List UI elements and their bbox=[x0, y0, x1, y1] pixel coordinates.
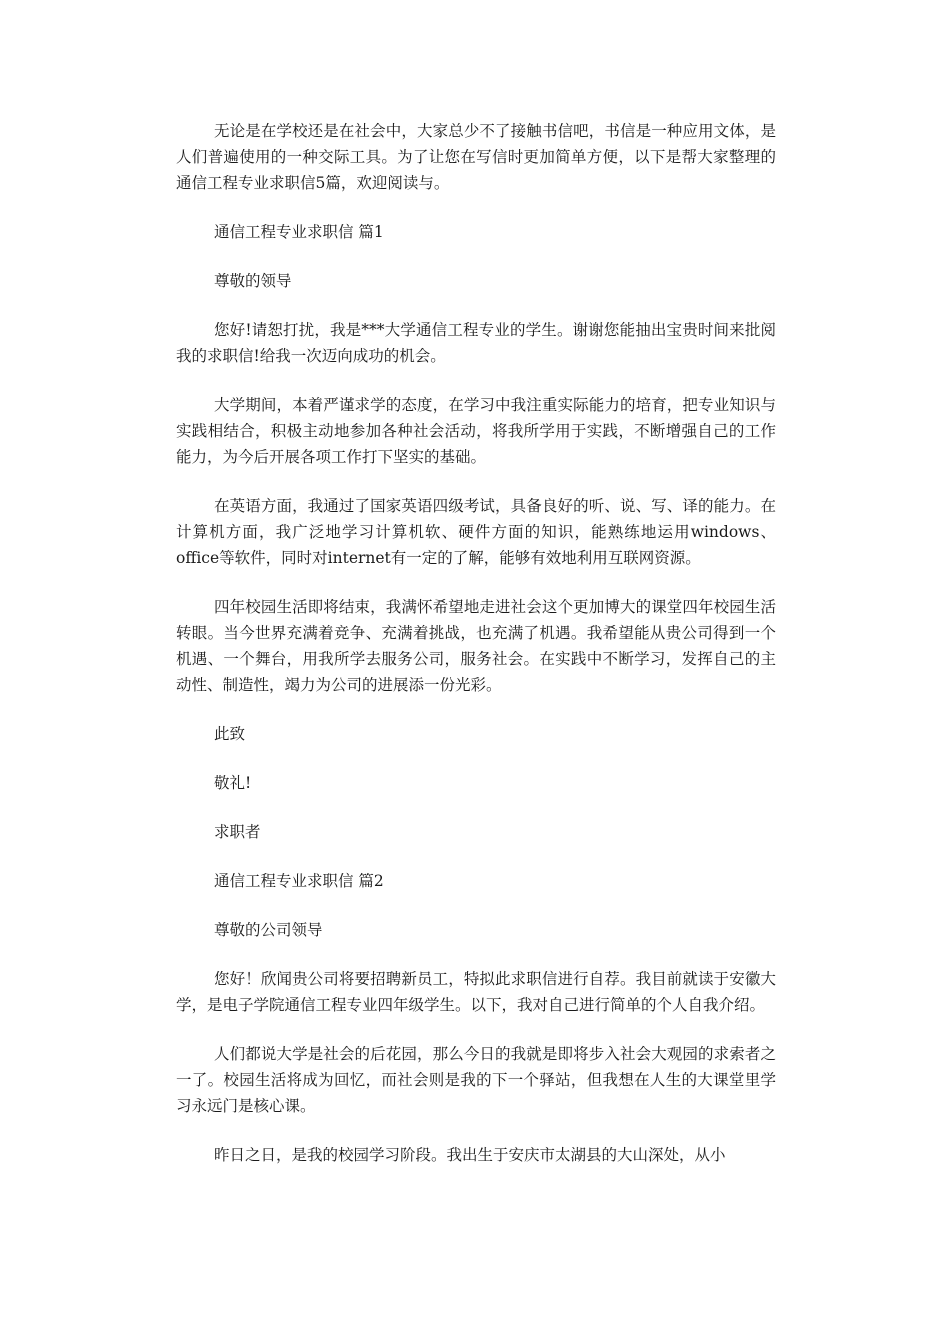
letter-2-paragraph: 昨日之日，是我的校园学习阶段。我出生于安庆市太湖县的大山深处，从小 bbox=[214, 1146, 726, 1164]
letter-2-salutation: 尊敬的公司领导 bbox=[214, 921, 323, 939]
letter-1-signature: 求职者 bbox=[214, 823, 261, 841]
letter-1-paragraph: 在英语方面，我通过了国家英语四级考试，具备良好的听、说、写、译的能力。在计算机方面，我广泛地学习计算机软、硬件方面的知识，能熟练地运用windows、 office等软件，同时对internet有一定的了解，能够有效地利用互联网资源。 bbox=[176, 497, 776, 567]
letter-2-paragraph: 您好！欣闻贵公司将要招聘新员工，特拟此求职信进行自荐。我目前就读于安徽大学，是电子学院通信工程专业四年级学生。以下，我对自己进行简单的个人自我介绍。 bbox=[176, 970, 776, 1014]
letter-1-closing: 此致 bbox=[214, 725, 246, 743]
letter-1-paragraph: 四年校园生活即将结束，我满怀希望地走进社会这个更加博大的课堂四年校园生活转眼。当今世界充满着竞争、充满着挑战，也充满了机遇。我希望能从贵公司得到一个机遇、一个舞台，用我所学去服务公司，服务社会。在实践中不断学习，发挥自己的主动性、制造性，竭力为公司的进展添一份光彩。 bbox=[176, 598, 776, 694]
letter-1-regards: 敬礼! bbox=[214, 774, 252, 792]
letter-1-heading: 通信工程专业求职信 篇1 bbox=[214, 223, 384, 241]
document-body bbox=[176, 118, 776, 1168]
letter-2-paragraph: 人们都说大学是社会的后花园，那么今日的我就是即将步入社会大观园的求索者之一了。校园生活将成为回忆，而社会则是我的下一个驿站，但我想在人生的大课堂里学习永远门是核心课。 bbox=[176, 1045, 776, 1115]
letter-1-paragraph: 您好!请恕打扰，我是***大学通信工程专业的学生。谢谢您能抽出宝贵时间来批阅我的求职信!给我一次迈向成功的机会。 bbox=[176, 321, 776, 365]
intro-paragraph: 无论是在学校还是在社会中，大家总少不了接触书信吧，书信是一种应用文体，是人们普遍使用的一种交际工具。为了让您在写信时更加简单方便，以下是帮大家整理的通信工程专业求职信5篇，欢迎阅读与。 bbox=[176, 122, 776, 192]
letter-2-heading: 通信工程专业求职信 篇2 bbox=[214, 872, 384, 890]
letter-1-paragraph: 大学期间，本着严谨求学的态度，在学习中我注重实际能力的培育，把专业知识与实践相结合，积极主动地参加各种社会活动，将我所学用于实践，不断增强自己的工作能力，为今后开展各项工作打下坚实的基础。 bbox=[176, 396, 776, 466]
letter-1-salutation: 尊敬的领导 bbox=[214, 272, 292, 290]
